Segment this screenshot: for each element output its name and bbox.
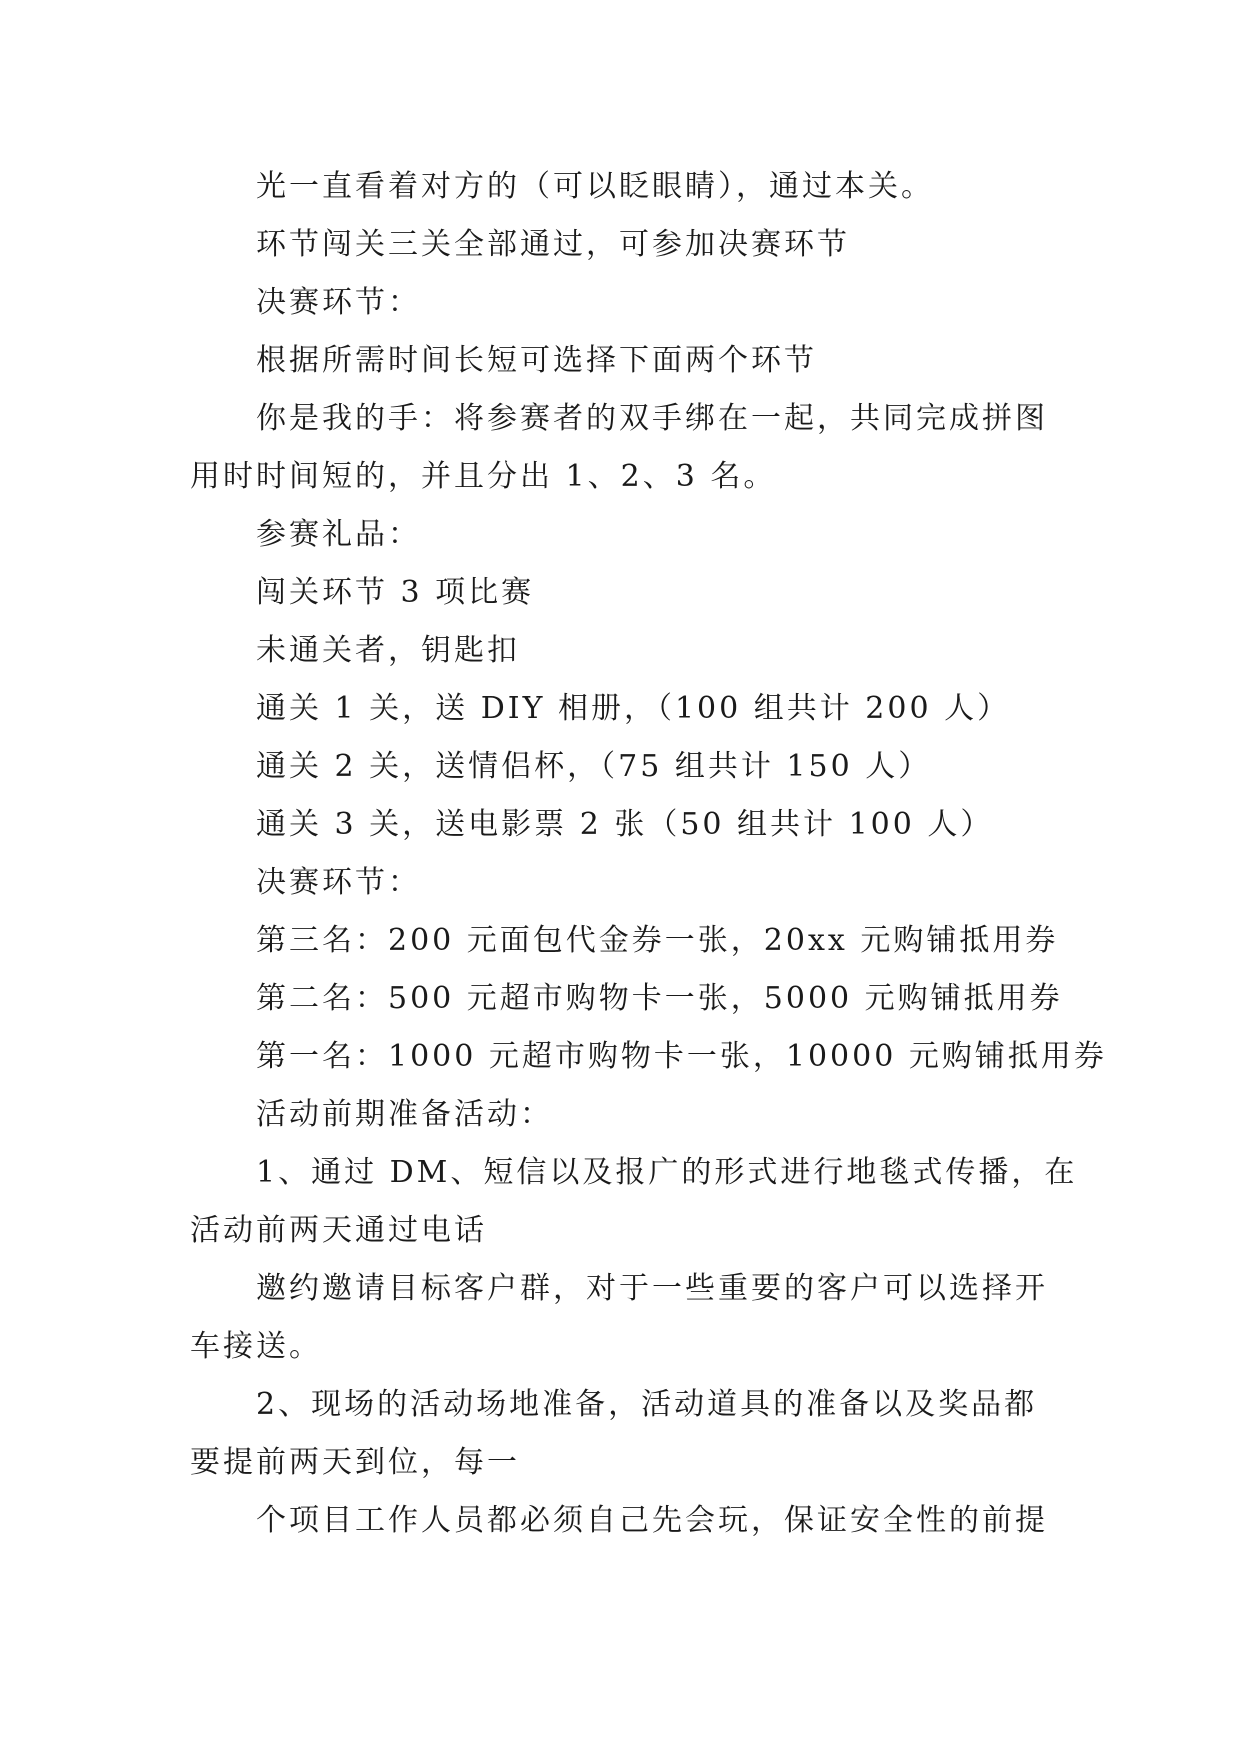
paragraph-line: 邀约邀请目标客户群，对于一些重要的客户可以选择开 [256, 1271, 1048, 1306]
paragraph-line: 决赛环节： [256, 865, 421, 900]
paragraph [190, 1260, 1050, 1376]
paragraph-line: 光一直看着对方的（可以眨眼睛），通过本关。 [256, 169, 934, 204]
paragraph-line: 通关 3 关，送电影票 2 张（50 组共计 100 人） [256, 807, 994, 842]
document-body [190, 158, 1107, 1550]
paragraph-line: 1、通过 DM、短信以及报广的形式进行地毯式传播，在 [256, 1155, 1078, 1190]
paragraph [190, 912, 1059, 970]
paragraph-continuation-line: 用时时间短的，并且分出 1、2、3 名。 [190, 459, 777, 494]
paragraph [190, 332, 1050, 390]
paragraph [190, 854, 1050, 912]
paragraph-line: 参赛礼品： [256, 517, 421, 552]
paragraph [190, 680, 1050, 738]
paragraph [190, 1492, 1050, 1550]
paragraph-line: 环节闯关三关全部通过，可参加决赛环节 [256, 227, 850, 262]
paragraph-line: 第三名：200 元面包代金券一张，20xx 元购铺抵用券 [256, 923, 1059, 958]
paragraph [190, 1376, 1050, 1492]
paragraph-line: 根据所需时间长短可选择下面两个环节 [256, 343, 817, 378]
paragraph [190, 622, 1050, 680]
paragraph [190, 158, 1050, 216]
paragraph [190, 970, 1063, 1028]
paragraph-continuation-line: 车接送。 [190, 1329, 322, 1364]
paragraph-line: 未通关者，钥匙扣 [256, 633, 520, 668]
paragraph [190, 506, 1050, 564]
paragraph-line: 个项目工作人员都必须自己先会玩，保证安全性的前提 [256, 1503, 1048, 1538]
paragraph [190, 1086, 1050, 1144]
paragraph [190, 1028, 1107, 1086]
paragraph-line: 决赛环节： [256, 285, 421, 320]
paragraph-line: 你是我的手：将参赛者的双手绑在一起，共同完成拼图 [256, 401, 1048, 436]
paragraph [190, 1144, 1078, 1260]
paragraph-line: 2、现场的活动场地准备，活动道具的准备以及奖品都 [256, 1387, 1038, 1422]
paragraph [190, 796, 1050, 854]
paragraph-continuation-line: 要提前两天到位，每一 [190, 1445, 520, 1480]
paragraph-line: 活动前期准备活动： [256, 1097, 553, 1132]
paragraph [190, 564, 1050, 622]
paragraph [190, 390, 1050, 506]
paragraph-line: 通关 2 关，送情侣杯，（75 组共计 150 人） [256, 749, 932, 784]
paragraph-line: 第二名：500 元超市购物卡一张，5000 元购铺抵用券 [256, 981, 1063, 1016]
paragraph-continuation-line: 活动前两天通过电话 [190, 1213, 487, 1248]
paragraph-line: 闯关环节 3 项比赛 [256, 575, 535, 610]
paragraph-line: 通关 1 关，送 DIY 相册，（100 组共计 200 人） [256, 691, 1011, 726]
paragraph [190, 216, 1050, 274]
paragraph [190, 274, 1050, 332]
paragraph-line: 第一名：1000 元超市购物卡一张，10000 元购铺抵用券 [256, 1039, 1107, 1074]
paragraph [190, 738, 1050, 796]
